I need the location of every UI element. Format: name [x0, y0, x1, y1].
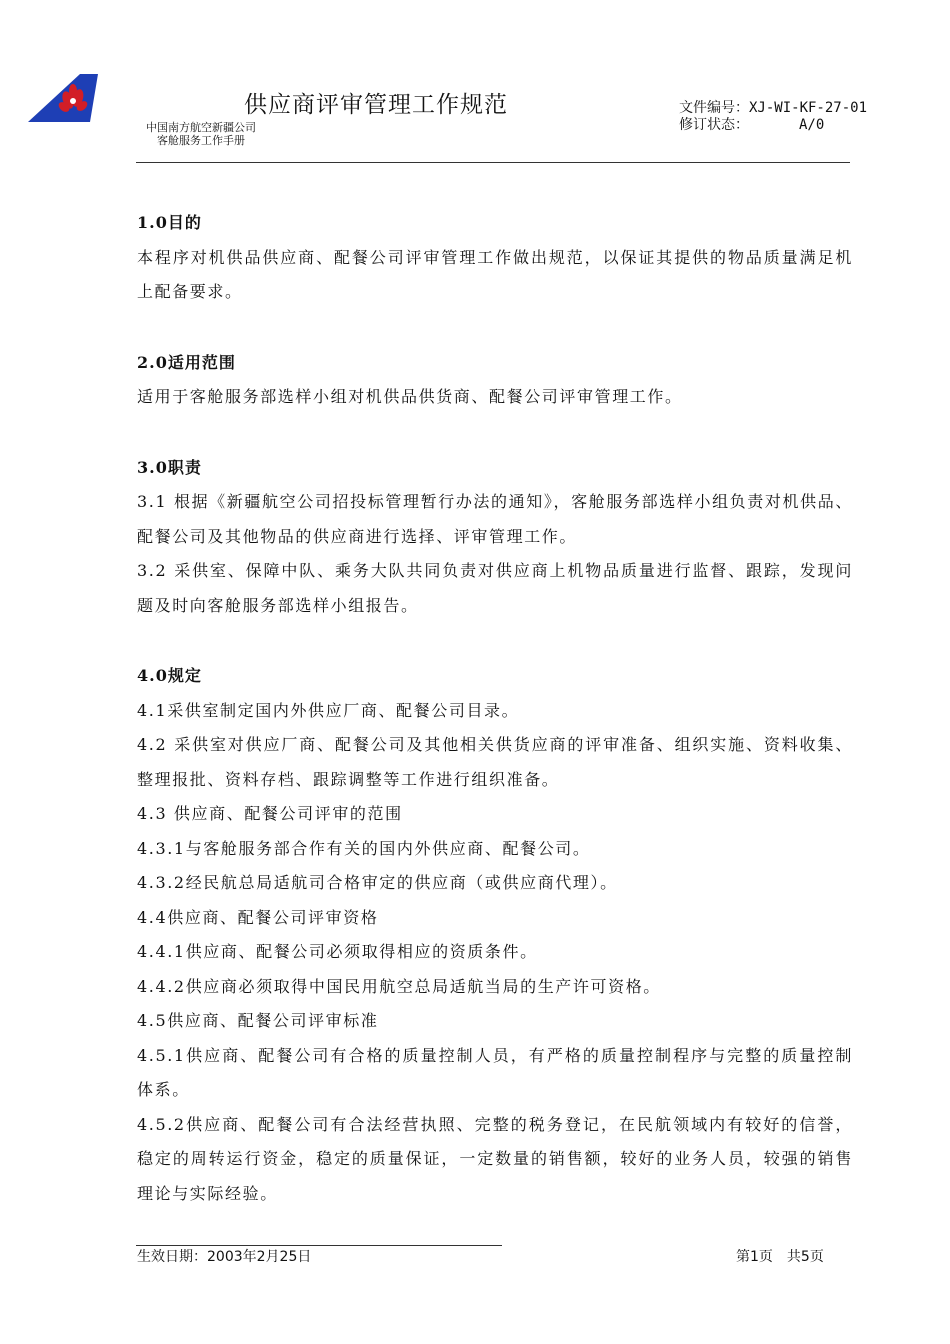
company-name	[146, 121, 256, 147]
document-body	[137, 206, 853, 1211]
company-line-1: 中国南方航空新疆公司	[146, 121, 256, 134]
kapok-logo-icon	[28, 74, 98, 124]
section-heading-responsibilities: 3.0职责	[137, 457, 202, 477]
document-title: 供应商评审管理工作规范	[244, 92, 508, 118]
section-heading-provisions: 4.0规定	[137, 666, 202, 685]
header-divider	[136, 162, 850, 163]
clause-item: 4.5.2供应商、配餐公司有合法经营执照、完整的税务登记，在民航领域内有较好的信誉，稳定的周转运行资金，稳定的质量保证，一定数量的销售额，较好的业务人员，较强的销售理论与实际经验。	[137, 1114, 853, 1203]
company-line-2: 客舱服务工作手册	[157, 134, 245, 147]
clause-item: 4.4.2供应商必须取得中国民用航空总局适航当局的生产许可资格。	[137, 976, 661, 996]
section-paragraph: 适用于客舱服务部选样小组对机供品供货商、配餐公司评审管理工作。	[137, 387, 683, 406]
clause-item: 4.3.2经民航总局适航司合格审定的供应商（或供应商代理）。	[137, 873, 618, 892]
company-logo	[28, 74, 98, 124]
section-heading-purpose: 1.0目的	[137, 213, 202, 232]
doc-number-row	[679, 100, 867, 117]
clause-item: 4.4供应商、配餐公司评审资格	[137, 907, 379, 927]
section-heading-scope: 2.0适用范围	[137, 352, 236, 372]
section-paragraph: 3.1 根据《新疆航空公司招投标管理暂行办法的通知》，客舱服务部选样小组负责对机供品、配餐公司及其他物品的供应商进行选择、评审管理工作。	[137, 492, 853, 546]
page-number: 第1页 共5页	[736, 1249, 824, 1265]
clause-item: 4.5供应商、配餐公司评审标准	[137, 1011, 379, 1030]
doc-number-value: XJ-WI-KF-27-01	[749, 100, 868, 116]
revision-row	[679, 117, 867, 134]
clause-item: 4.2 采供室对供应厂商、配餐公司及其他相关供货应商的评审准备、组织实施、资料收集、整理报批、资料存档、跟踪调整等工作进行组织准备。	[137, 735, 853, 789]
clause-item: 4.5.1供应商、配餐公司有合格的质量控制人员，有严格的质量控制程序与完整的质量控制体系。	[137, 1045, 853, 1099]
clause-item: 4.3.1与客舱服务部合作有关的国内外供应商、配餐公司。	[137, 838, 591, 858]
clause-item: 4.3 供应商、配餐公司评审的范围	[137, 804, 403, 823]
clause-item: 4.4.1供应商、配餐公司必须取得相应的资质条件。	[137, 942, 538, 961]
revision-label: 修订状态：	[679, 117, 749, 133]
section-paragraph: 3.2 采供室、保障中队、乘务大队共同负责对供应商上机物品质量进行监督、跟踪，发现问题及时向客舱服务部选样小组报告。	[137, 561, 853, 615]
clause-item: 4.1采供室制定国内外供应厂商、配餐公司目录。	[137, 700, 520, 720]
effective-date: 生效日期：2003年2月25日	[137, 1249, 312, 1265]
document-meta	[679, 100, 867, 134]
doc-number-label: 文件编号：	[679, 100, 749, 116]
revision-value: A/0	[799, 117, 825, 133]
section-paragraph: 本程序对机供品供应商、配餐公司评审管理工作做出规范，以保证其提供的物品质量满足机上配备要求。	[137, 247, 853, 301]
